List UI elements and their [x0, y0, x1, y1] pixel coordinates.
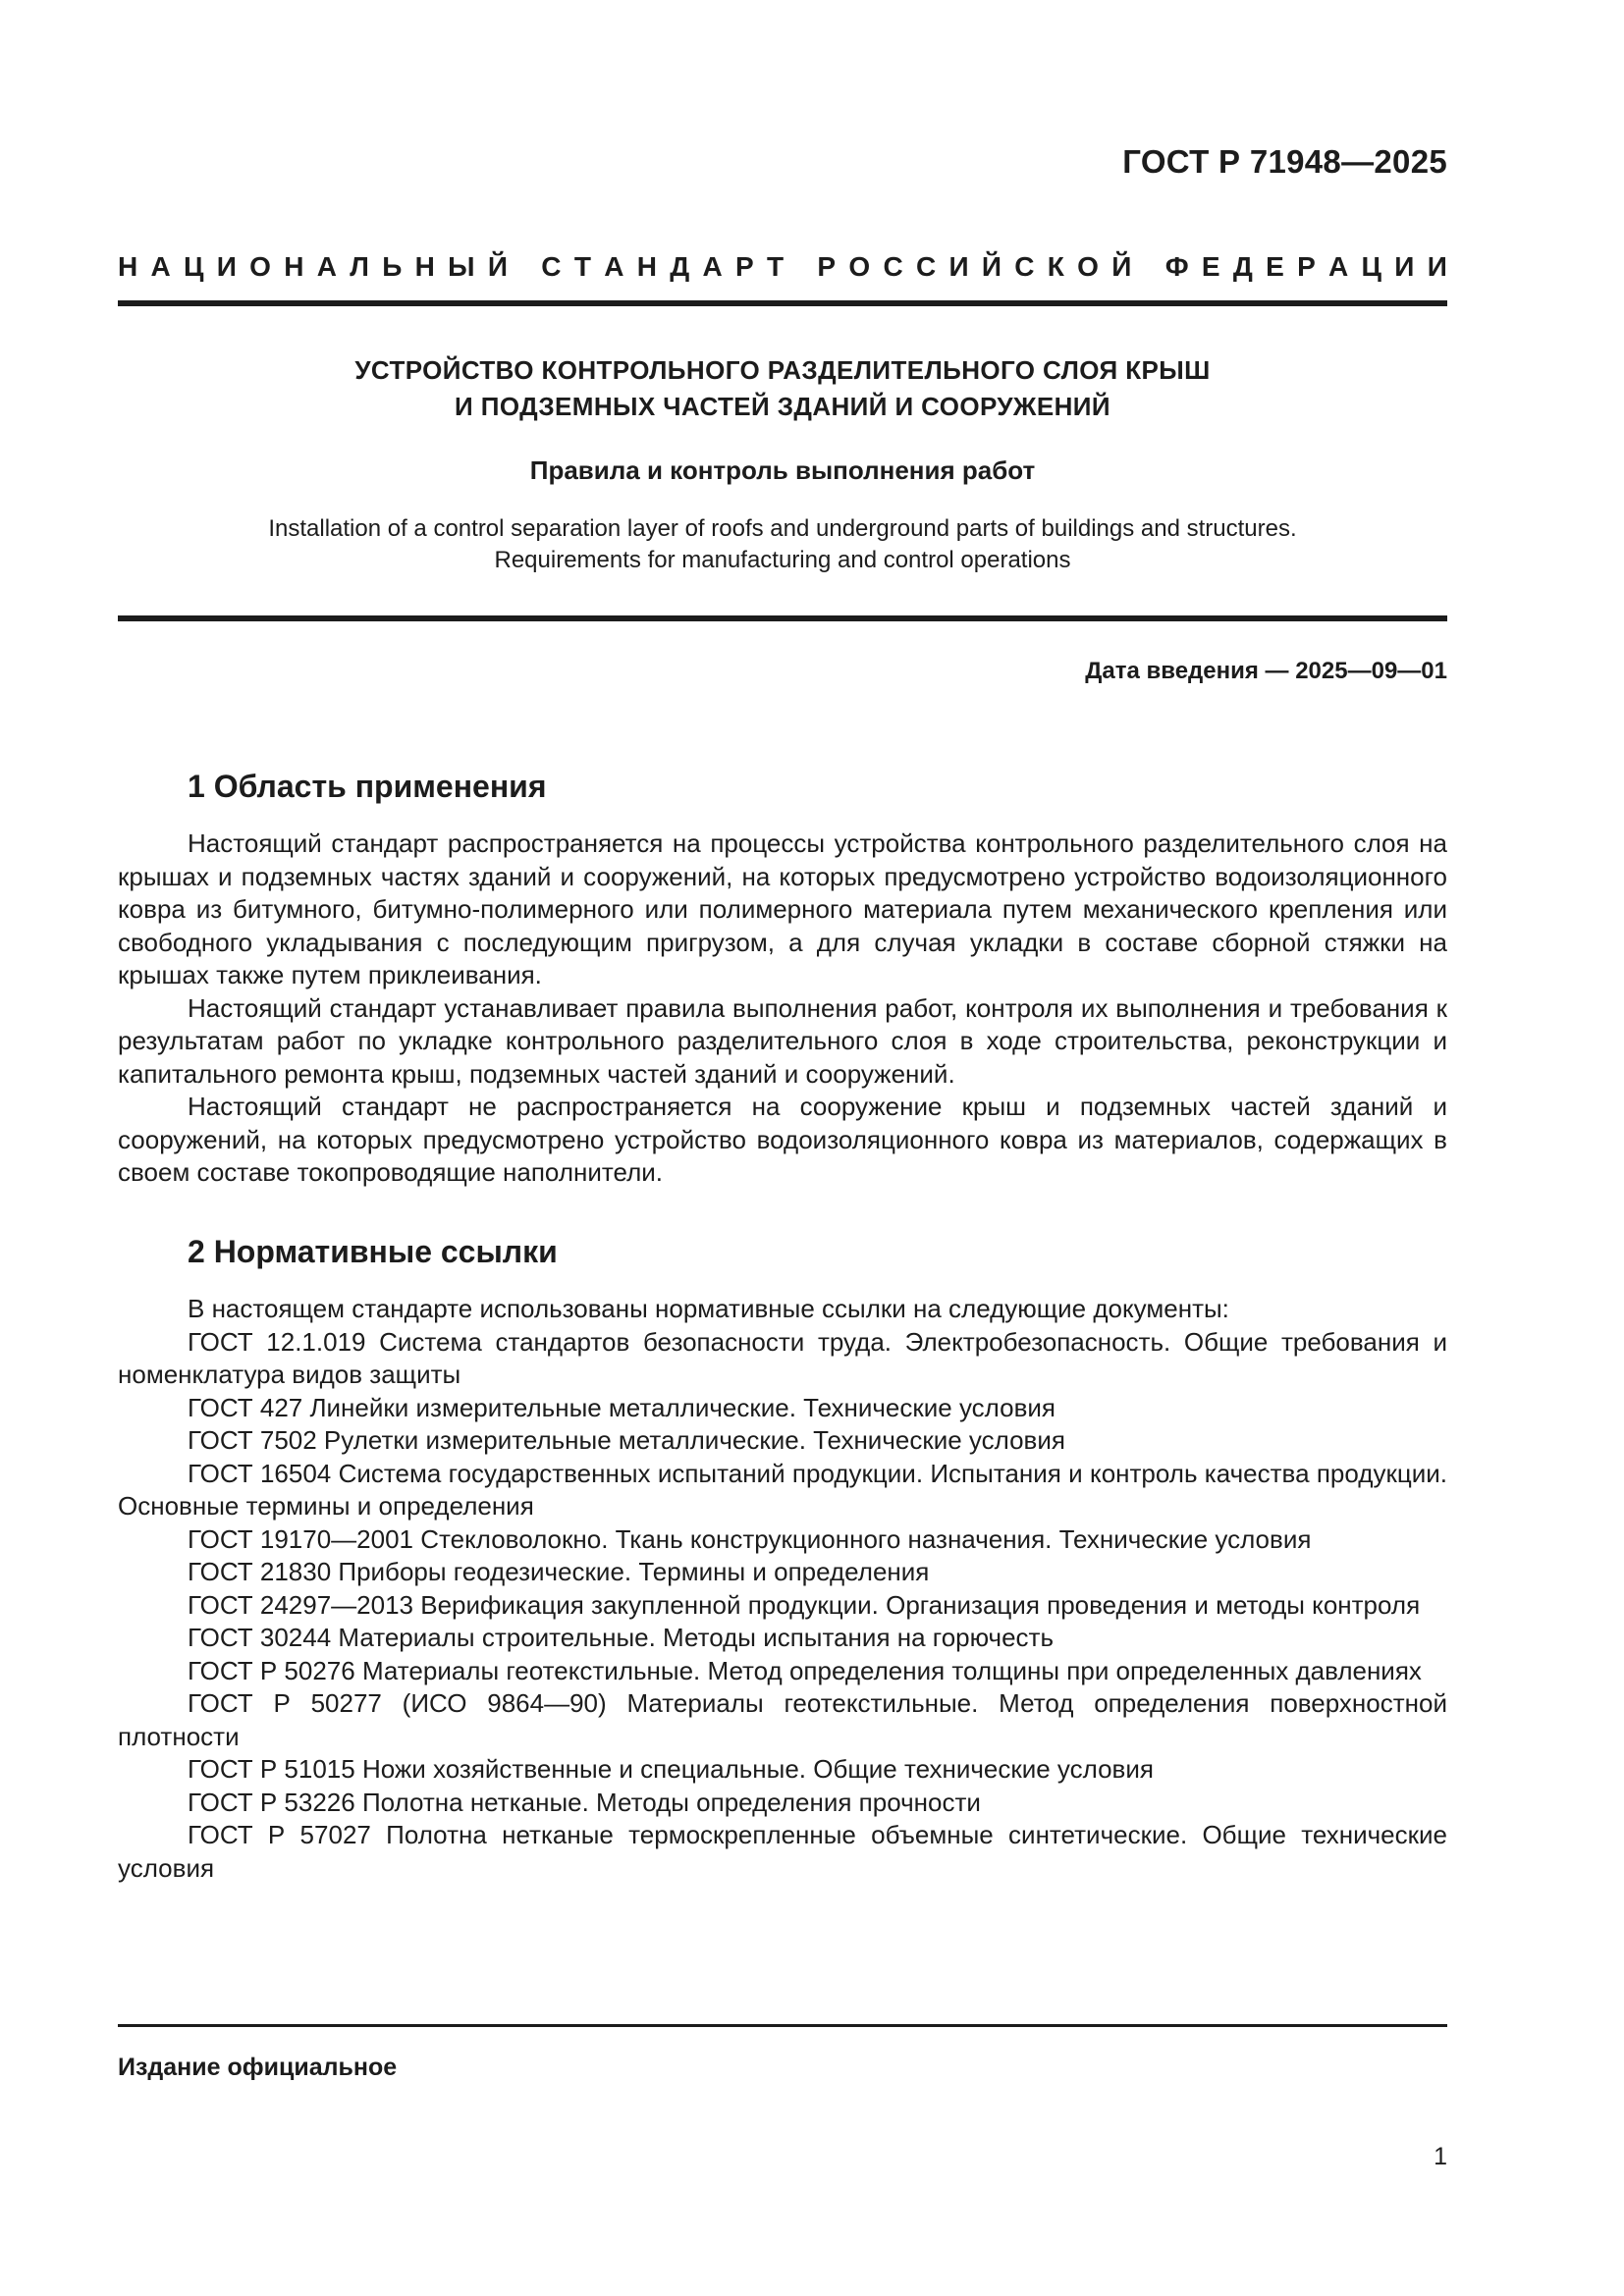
section-1-paragraph: Настоящий стандарт не распространяется на сооружение крыш и подземных частей зданий и сооружений, на которых предусмотрено устройство водоизоляционного ковра из материалов, содержащих в своем составе токопроводящие наполнители.	[118, 1092, 1447, 1187]
english-title-line-2: Requirements for manufacturing and control operations	[494, 547, 1071, 573]
banner-space	[1145, 251, 1153, 283]
reference-item: ГОСТ 427 Линейки измерительные металлические. Технические условия	[188, 1392, 1056, 1422]
reference-item: ГОСТ 24297—2013 Верификация закупленной продукции. Организация проведения и методы контроля	[188, 1589, 1421, 1620]
banner-letter: И	[216, 251, 237, 282]
banner-letter: Н	[414, 251, 435, 282]
banner-letter: Е	[1201, 251, 1220, 282]
banner-letter: А	[702, 251, 723, 282]
banner-letter: С	[1014, 251, 1035, 282]
document-title	[118, 352, 1447, 425]
reference-item: ГОСТ 19170—2001 Стекловолокно. Ткань конструкционного назначения. Технические условия	[188, 1523, 1312, 1554]
banner-letter: С	[541, 251, 562, 282]
reference-item: ГОСТ Р 51015 Ножи хозяйственные и специальные. Общие технические условия	[188, 1754, 1154, 1784]
banner-letter: Ы	[448, 251, 475, 282]
banner-letter: Р	[1297, 251, 1316, 282]
title-line-2: И ПОДЗЕМНЫХ ЧАСТЕЙ ЗДАНИЙ И СООРУЖЕНИЙ	[455, 392, 1110, 421]
banner-letter: Т	[573, 251, 591, 282]
banner-letter: Ь	[382, 251, 403, 282]
footer-rule	[118, 2024, 1447, 2027]
banner-letter: С	[883, 251, 903, 282]
reference-item: ГОСТ Р 50277 (ИСО 9864—90) Материалы геотекстильные. Метод определения поверхностной плотности	[118, 1688, 1447, 1751]
title-rule	[118, 615, 1447, 621]
banner-letter: И	[1427, 251, 1447, 282]
banner-letter: К	[1047, 251, 1064, 282]
banner-letter: Л	[350, 251, 369, 282]
banner-letter: Н	[118, 251, 138, 282]
reference-item: ГОСТ 30244 Материалы строительные. Методы испытания на горючесть	[188, 1623, 1055, 1652]
reference-item: ГОСТ 21830 Приборы геодезические. Термины и определения	[188, 1557, 930, 1586]
title-line-1: УСТРОЙСТВО КОНТРОЛЬНОГО РАЗДЕЛИТЕЛЬНОГО СЛОЯ КРЫШ	[354, 355, 1211, 385]
section-1-paragraph: Настоящий стандарт распространяется на процессы устройства контрольного разделительного слоя на крышах и подземных частях зданий и сооружений, на которых предусмотрено устройство водоизоляционного ковра из битумного, битумно-полимерного или полимерного материала путем механического крепления или свободного укладывания с последующим пригрузом, а для случая укладки в составе сборной стяжки на крышах также путем приклеивания.	[118, 828, 1447, 989]
reference-item: ГОСТ Р 50276 Материалы геотекстильные. Метод определения толщины при определенных давлениях	[188, 1655, 1422, 1685]
banner-letter: Д	[670, 251, 690, 282]
national-standard-banner	[118, 251, 1447, 283]
reference-item: ГОСТ Р 53226 Полотна нетканые. Методы определения прочности	[188, 1787, 981, 1817]
banner-letter: Й	[981, 251, 1001, 282]
introduction-date: Дата введения — 2025—09—01	[1085, 658, 1447, 684]
banner-space	[796, 251, 804, 283]
section-1-heading: 1 Область применения	[188, 769, 547, 804]
banner-letter: Р	[734, 251, 754, 282]
document-subtitle: Правила и контроль выполнения работ	[529, 455, 1036, 485]
banner-letter: Ц	[1361, 251, 1381, 282]
references-intro: В настоящем стандарте использованы нормативные ссылки на следующие документы:	[188, 1294, 1229, 1323]
document-number: ГОСТ Р 71948—2025	[1122, 143, 1447, 180]
banner-letter: Й	[1111, 251, 1132, 282]
banner-letter: Е	[1266, 251, 1284, 282]
reference-item: ГОСТ 12.1.019 Система стандартов безопасности труда. Электробезопасность. Общие требования и номенклатура видов защиты	[118, 1326, 1447, 1389]
page-number: 1	[1434, 2143, 1447, 2170]
banner-letter: А	[604, 251, 624, 282]
banner-letter: О	[848, 251, 871, 282]
english-title	[118, 513, 1447, 576]
official-edition-label: Издание официальное	[118, 2054, 398, 2081]
banner-letter: А	[1328, 251, 1349, 282]
section-2-heading: 2 Нормативные ссылки	[188, 1234, 558, 1269]
banner-letter: И	[1394, 251, 1415, 282]
banner-letter: Р	[817, 251, 837, 282]
reference-item: ГОСТ Р 57027 Полотна нетканые термоскрепленные объемные синтетические. Общие технические условия	[118, 1820, 1447, 1883]
reference-item: ГОСТ 16504 Система государственных испытаний продукции. Испытания и контроль качества продукции. Основные термины и определения	[118, 1458, 1447, 1521]
banner-letter: Д	[1232, 251, 1253, 282]
banner-letter: Н	[636, 251, 657, 282]
banner-letter: А	[150, 251, 171, 282]
section-1-body	[118, 828, 1447, 1190]
header-rule	[118, 300, 1447, 306]
banner-letter: О	[1077, 251, 1099, 282]
banner-letter: И	[948, 251, 969, 282]
banner-letter: Ц	[184, 251, 204, 282]
banner-letter: Н	[284, 251, 304, 282]
banner-letter: А	[316, 251, 337, 282]
section-1-paragraph: Настоящий стандарт устанавливает правила выполнения работ, контроля их выполнения и требования к результатам работ по укладке контрольного разделительного слоя в ходе строительства, реконструкции и капитального ремонта крыш, подземных частей зданий и сооружений.	[118, 992, 1447, 1089]
banner-letter: С	[915, 251, 937, 282]
banner-letter: Т	[766, 251, 785, 282]
banner-letter: О	[249, 251, 271, 282]
banner-letter: Ф	[1164, 251, 1189, 282]
reference-item: ГОСТ 7502 Рулетки измерительные металлические. Технические условия	[188, 1425, 1065, 1455]
banner-letter: Й	[487, 251, 508, 282]
section-2-body	[118, 1293, 1447, 1885]
banner-space	[520, 251, 528, 283]
english-title-line-1: Installation of a control separation layer of roofs and underground parts of buildings and structures.	[268, 515, 1297, 542]
